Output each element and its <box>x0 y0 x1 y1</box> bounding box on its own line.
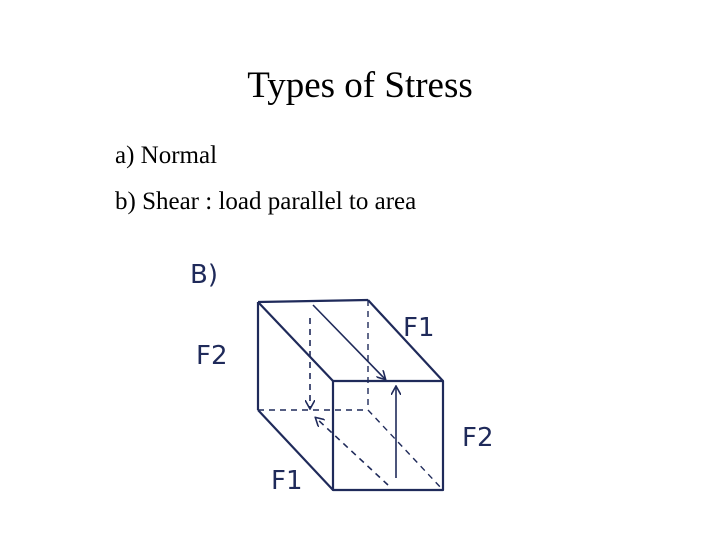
panel-label: B) <box>190 260 218 290</box>
slide-title: Types of Stress <box>247 65 473 106</box>
label-f1-top: F1 <box>403 313 435 343</box>
label-f1-bottom: F1 <box>271 466 303 496</box>
cube-edge-back-top <box>258 300 368 302</box>
force-arrows <box>310 305 396 485</box>
cube-hidden-bottom-right <box>368 410 443 490</box>
cube-front-face <box>333 381 443 490</box>
bullet-shear: b) Shear : load parallel to area <box>115 188 417 215</box>
arrow-f1-bottom <box>316 418 388 485</box>
label-f2-right: F2 <box>462 423 494 453</box>
bullet-normal: a) Normal <box>115 142 218 169</box>
arrow-f1-top <box>313 305 385 379</box>
label-f2-left: F2 <box>196 341 228 371</box>
